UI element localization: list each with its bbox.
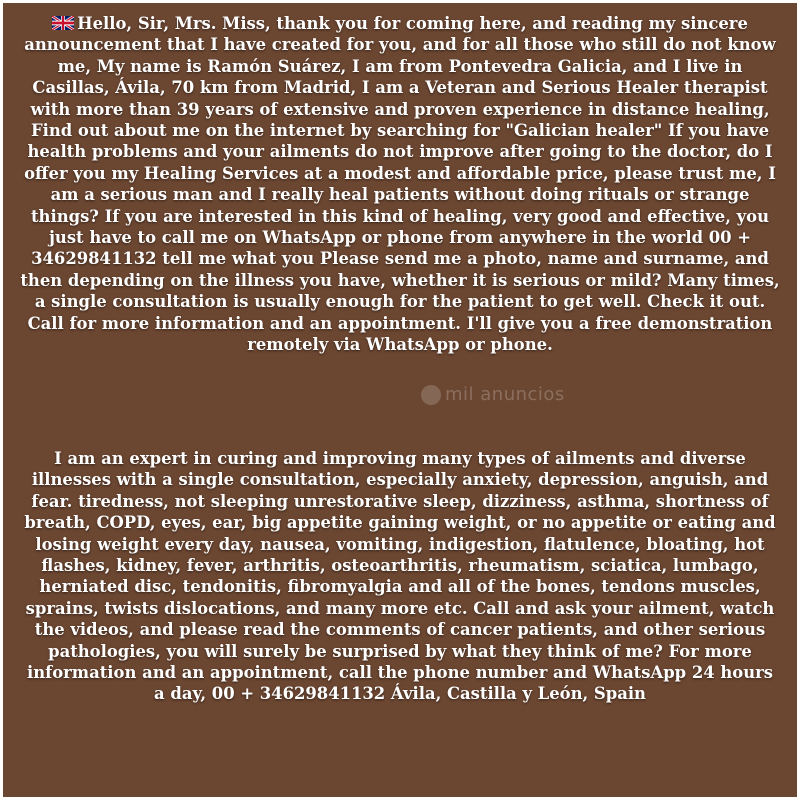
paragraph-intro-text: Hello, Sir, Mrs. Miss, thank you for coming here, and reading my sincere announcement that I have created for you, and for all those who still do not know me, My name is Ramón Suárez, I am from Pontevedra Galicia, and I live in Casillas, Ávila, 70 km from Madrid, I am a Veteran and Serious Healer therapist with more than 39 years of extensive and proven experience in distance healing, Find out about me on the internet by searching for "Galician healer" If you have health problems and your ailments do not improve after going to the doctor, do I offer you my Healing Services at a modest and affordable price, please trust me, I am a serious man and I really heal patients without doing rituals or strange things? If you are interested in this kind of healing, very good and effective, you just have to call me on WhatsApp or phone from anywhere in the world 00 + 34629841132 tell me what you Please send me a photo, name and surname, and then depending on the illness you have, whether it is serious or mild? Many times, a single consultation is usually enough for the patient to get well. Check it out. Call for more information and an appointment. I'll give you a free demonstration remotely via WhatsApp or phone. (20, 14, 780, 355)
post-image (3, 3, 797, 797)
watermark-text: mil anuncios (445, 384, 565, 405)
watermark (421, 384, 581, 412)
uk-flag-icon (52, 14, 74, 28)
paragraph-ailments: I am an expert in curing and improving many types of ailments and diverse illnesses with a single consultation, especially anxiety, depression, anguish, and fear. tiredness, not sleeping unrestorative sleep, dizziness, asthma, shortness of breath, COPD, eyes, ear, big appetite gaining weight, or no appetite or eating and losing weight every day, nausea, vomiting, indigestion, flatulence, bloating, hot flashes, kidney, fever, arthritis, osteoarthritis, rheumatism, sciatica, lumbago, herniated disc, tendonitis, fibromyalgia and all of the bones, tendons muscles, sprains, twists dislocations, and many more etc. Call and ask your ailment, watch the videos, and please read the comments of cancer patients, and other serious pathologies, you will surely be surprised by what they think of me? For more information and an appointment, call the phone number and WhatsApp 24 hours a day, 00 + 34629841132 Ávila, Castilla y León, Spain (24, 449, 776, 704)
paragraph-intro (19, 13, 781, 356)
watermark-logo-icon (421, 385, 441, 405)
